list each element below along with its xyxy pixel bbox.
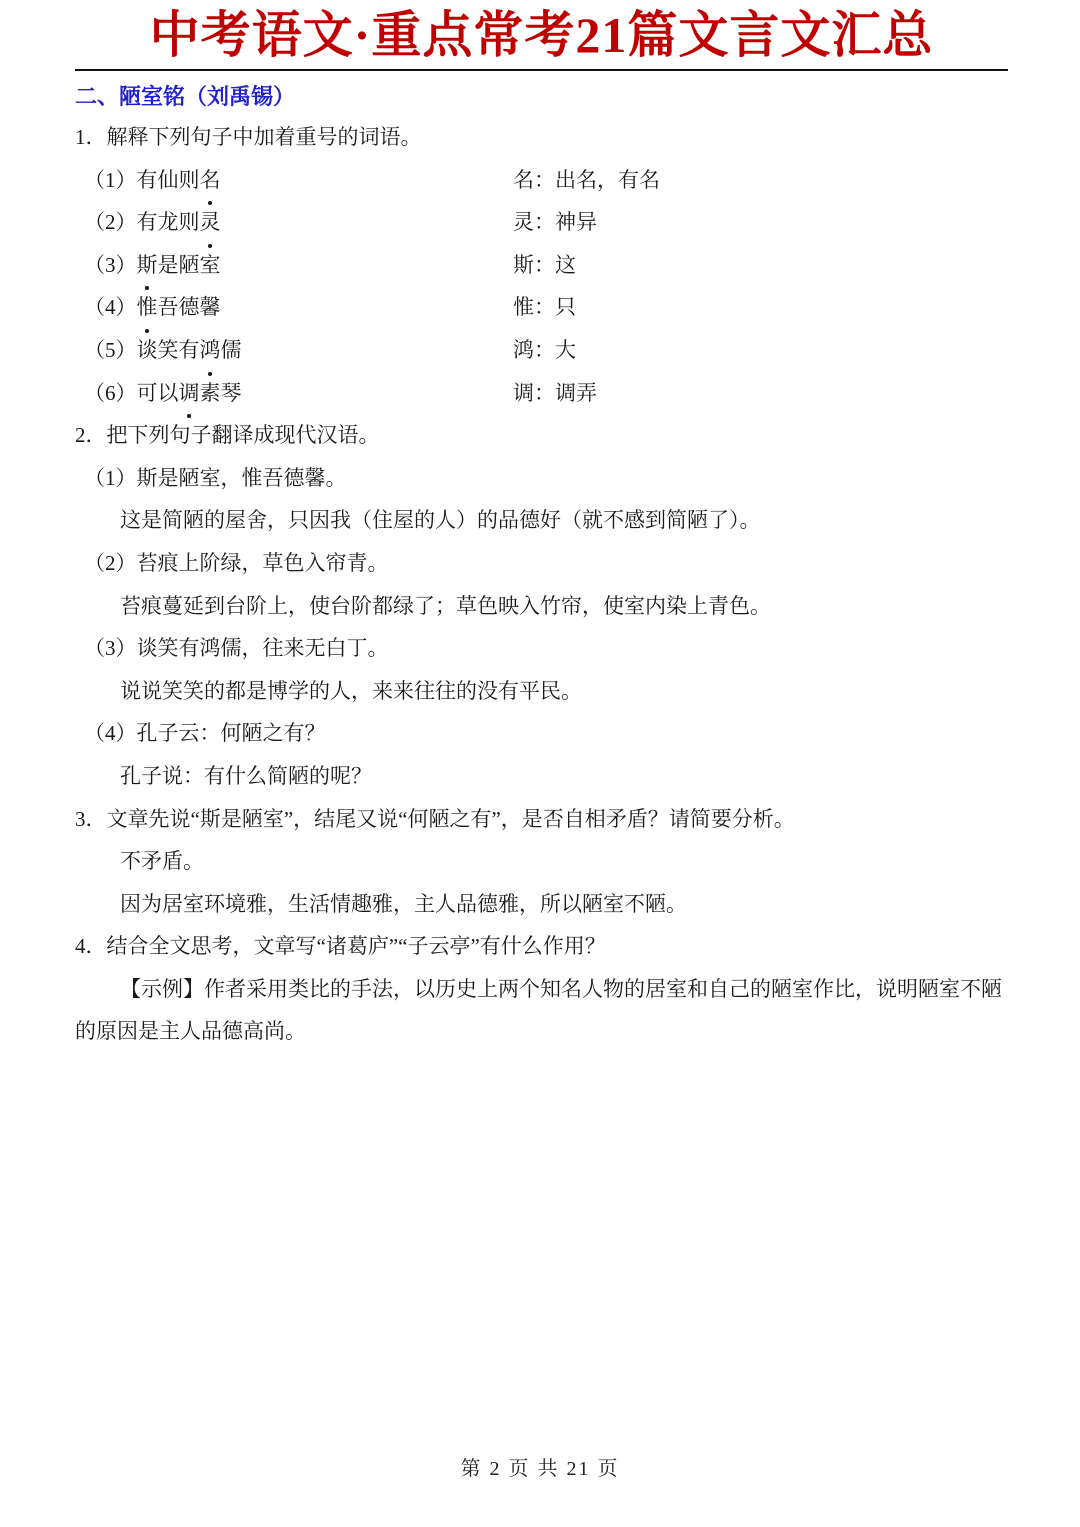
q1-item-2-phrase	[75, 201, 513, 244]
item-number: （6）	[84, 380, 137, 405]
q4-answer: 【示例】作者采用类比的手法，以历史上两个知名人物的居室和自己的陋室作比，说明陋室不陋的原因是主人品德高尚。	[75, 976, 1002, 1044]
q1-item-6-answer: 调：调弄	[513, 380, 597, 405]
emphasized-char: 鸿	[200, 329, 221, 372]
item-number: （3）	[84, 252, 137, 277]
item-number: （5）	[84, 337, 137, 362]
q1-item-3-answer: 斯：这	[513, 252, 576, 277]
q1-item-1-phrase	[75, 159, 513, 202]
q1-item-2-answer: 灵：神异	[513, 210, 597, 235]
item-number: （1）	[84, 167, 137, 192]
q2-item-3-sentence: （3）谈笑有鸿儒，往来无白丁。	[84, 636, 389, 661]
emphasized-char: 惟	[137, 286, 158, 329]
q3-answer-1: 不矛盾。	[120, 849, 204, 874]
item-text-pre: 有仙则	[136, 167, 200, 192]
q3-answer-2: 因为居室环境雅，生活情趣雅，主人品德雅，所以陋室不陋。	[120, 891, 687, 916]
item-text-pre: 有龙则	[136, 210, 200, 235]
q2-item-2-sentence: （2）苔痕上阶绿，草色入帘青。	[84, 550, 389, 575]
q1-item-2	[75, 201, 1008, 244]
question-2-label: 2．把下列句子翻译成现代汉语。	[75, 423, 380, 448]
title-divider	[75, 69, 1008, 71]
question-1-label: 1．解释下列句子中加着重号的词语。	[75, 125, 422, 149]
q1-item-4-phrase	[75, 286, 513, 329]
q2-item-1-sentence: （1）斯是陋室，惟吾德馨。	[84, 465, 347, 490]
item-text-post: 是陋室	[157, 252, 221, 277]
page-number: 第 2 页 共 21 页	[460, 1458, 620, 1480]
item-text-pre: 谈笑有	[136, 337, 200, 362]
q2-item-1-translation: 这是简陋的屋舍，只因我（住屋的人）的品德好（就不感到简陋了）。	[120, 508, 761, 533]
q1-item-5-answer: 鸿：大	[513, 337, 576, 362]
q1-item-3	[75, 244, 1008, 287]
question-4-label: 4．结合全文思考，文章写“诸葛庐”“子云亭”有什么作用？	[75, 934, 606, 959]
q2-item-4-sentence: （4）孔子云：何陋之有？	[84, 721, 326, 746]
q1-item-6	[75, 372, 1008, 415]
document-title: 中考语文·重点常考21篇文言文汇总	[149, 7, 934, 63]
question-3-label: 3．文章先说“斯是陋室”，结尾又说“何陋之有”，是否自相矛盾？请简要分析。	[75, 806, 795, 831]
q1-item-4-answer: 惟：只	[513, 295, 576, 320]
q1-item-5-phrase	[75, 329, 513, 372]
q1-item-3-phrase	[75, 244, 513, 287]
emphasized-char: 名	[200, 159, 221, 202]
q1-item-6-phrase	[75, 372, 513, 415]
emphasized-char: 灵	[200, 201, 221, 244]
q2-item-4-translation: 孔子说：有什么简陋的呢？	[120, 763, 372, 788]
q2-item-2-translation: 苔痕蔓延到台阶上，使台阶都绿了；草色映入竹帘，使室内染上青色。	[120, 593, 771, 618]
q1-item-1-answer: 名：出名，有名	[513, 167, 660, 192]
q1-item-5	[75, 329, 1008, 372]
emphasized-char: 调	[179, 372, 200, 415]
item-number: （2）	[84, 210, 137, 235]
item-number: （4）	[84, 295, 137, 320]
section-heading: 二、陋室铭（刘禹锡）	[75, 84, 296, 109]
document-body	[75, 116, 1008, 1053]
item-text-post: 儒	[220, 337, 242, 362]
item-text-pre: 可以	[136, 380, 179, 405]
q1-item-4	[75, 286, 1008, 329]
emphasized-char: 斯	[137, 244, 158, 287]
item-text-post: 吾德馨	[157, 295, 221, 320]
item-text-post: 素琴	[199, 380, 242, 405]
q1-item-1	[75, 159, 1008, 202]
q2-item-3-translation: 说说笑笑的都是博学的人，来来往往的没有平民。	[120, 678, 582, 703]
